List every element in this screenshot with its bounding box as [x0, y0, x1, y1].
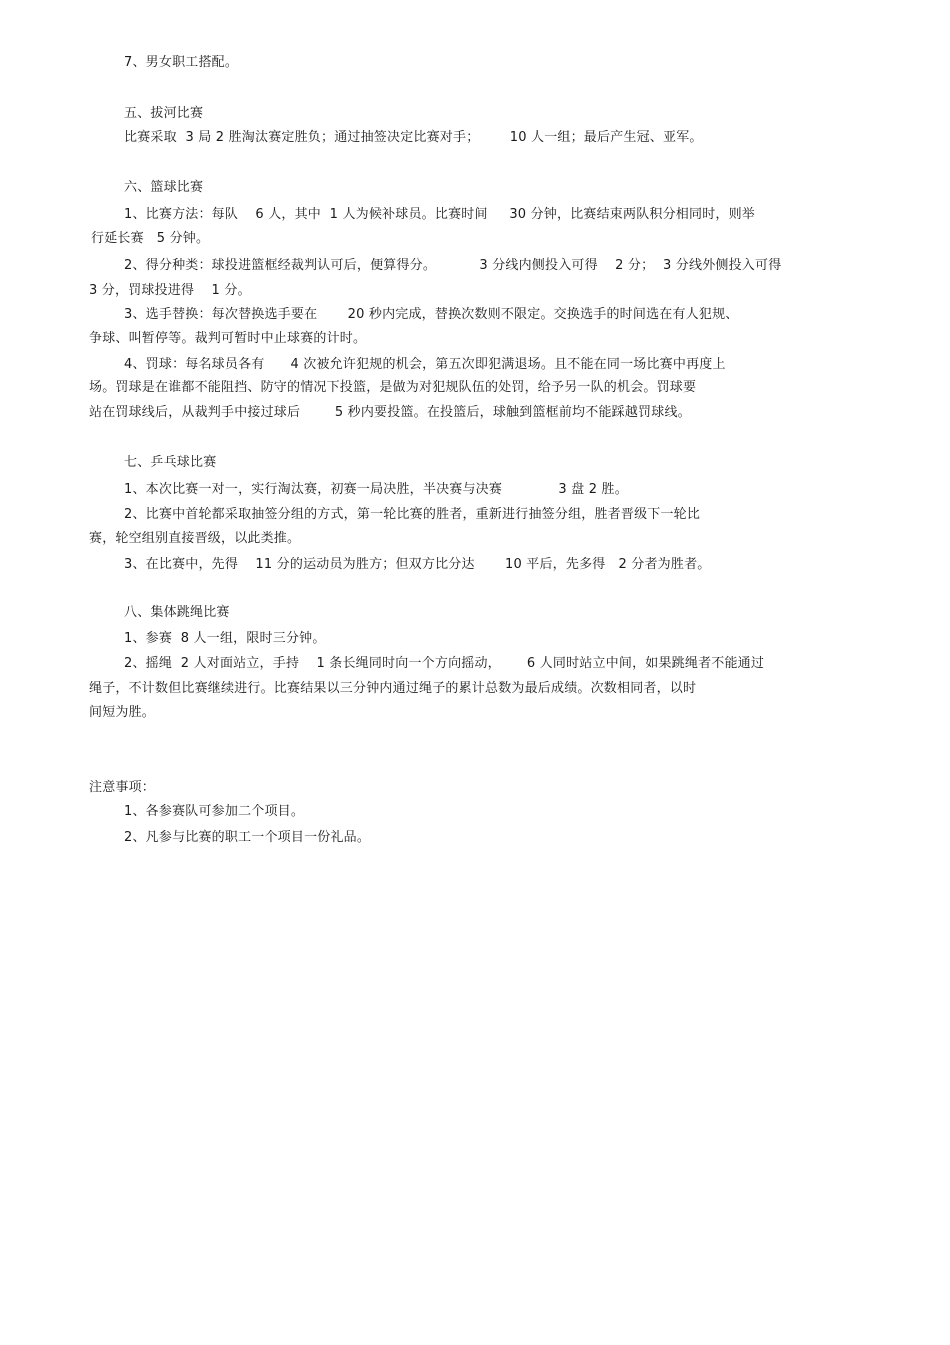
section-heading: 五、拔河比赛 [124, 106, 204, 121]
text-line: 7、男女职工搭配。 [124, 55, 239, 70]
text-line: 1、各参赛队可参加二个项目。 [124, 804, 305, 819]
text-line: 4、罚球：每名球员各有 4 次被允许犯规的机会，第五次即犯满退场。且不能在同一场比赛中再度上 [124, 357, 726, 372]
text-line: 3 分，罚球投进得 1 分。 [89, 283, 251, 298]
text-line: 绳子，不计数但比赛继续进行。比赛结果以三分钟内通过绳子的累计总数为最后成绩。次数相同者，以时 [89, 681, 697, 696]
text-line: 1、本次比赛一对一，实行淘汰赛，初赛一局决胜，半决赛与决赛 3 盘 2 胜。 [124, 482, 628, 497]
text-line: 2、凡参与比赛的职工一个项目一份礼品。 [124, 830, 371, 845]
text-line: 1、比赛方法：每队 6 人，其中 1 人为候补球员。比赛时间 30 分钟，比赛结束两队积分相同时，则举 [124, 207, 756, 222]
text-line: 2、比赛中首轮都采取抽签分组的方式，第一轮比赛的胜者，重新进行抽签分组，胜者晋级下一轮比 [124, 507, 701, 522]
text-line: 3、选手替换：每次替换选手要在 20 秒内完成，替换次数则不限定。交换选手的时间选在有人犯规、 [124, 307, 739, 322]
text-line: 场。罚球是在谁都不能阻挡、防守的情况下投篮，是做为对犯规队伍的处罚，给予另一队的机会。罚球要 [89, 380, 697, 395]
text-line: 2、摇绳 2 人对面站立，手持 1 条长绳同时向一个方向摇动， 6 人同时站立中间，如果跳绳者不能通过 [124, 656, 765, 671]
section-heading: 八、集体跳绳比赛 [124, 605, 230, 620]
section-heading: 七、乒乓球比赛 [124, 455, 217, 470]
text-line: 比赛采取 3 局 2 胜淘汰赛定胜负；通过抽签决定比赛对手； 10 人一组；最后产生冠、亚军。 [124, 130, 703, 145]
text-line: 间短为胜。 [89, 705, 156, 720]
section-heading: 六、篮球比赛 [124, 180, 204, 195]
notes-heading: 注意事项： [89, 780, 156, 795]
text-line: 站在罚球线后，从裁判手中接过球后 5 秒内要投篮。在投篮后，球触到篮框前均不能踩越罚球线。 [89, 405, 691, 420]
text-line: 1、参赛 8 人一组，限时三分钟。 [124, 631, 326, 646]
text-line: 行延长赛 5 分钟。 [91, 231, 210, 246]
text-line: 争球、叫暂停等。裁判可暂时中止球赛的计时。 [89, 331, 367, 346]
text-line: 2、得分种类：球投进篮框经裁判认可后，便算得分。 3 分线内侧投入可得 2 分； 3 分线外侧投入可得 [124, 258, 782, 273]
text-line: 3、在比赛中，先得 11 分的运动员为胜方；但双方比分达 10 平后，先多得 2 分者为胜者。 [124, 557, 711, 572]
text-line: 赛，轮空组别直接晋级，以此类推。 [89, 531, 301, 546]
